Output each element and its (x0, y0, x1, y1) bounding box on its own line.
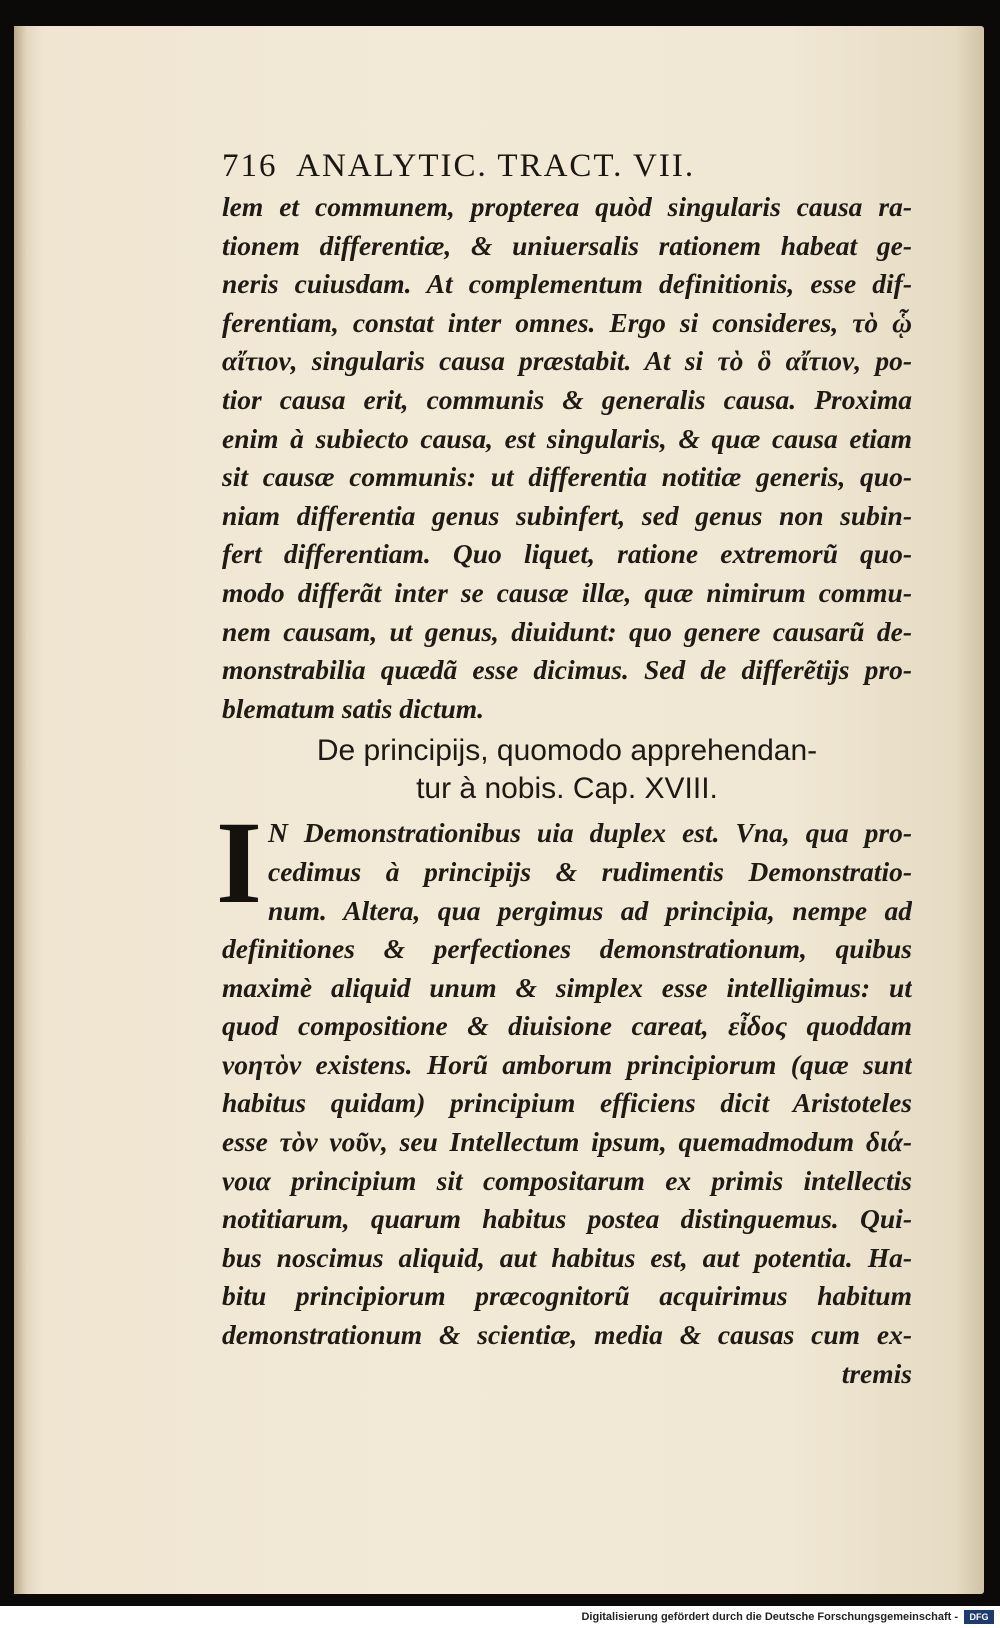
text-line: monstrabilia quædã esse dicimus. Sed de differẽtijs pro- (222, 654, 912, 686)
catchword: tremis (841, 1357, 912, 1389)
text-line: bitu principiorum præcognitorũ acquirimus habitum (222, 1280, 912, 1312)
text-line: notitiarum, quarum habitus postea distinguemus. Qui- (222, 1203, 912, 1235)
text-line: quod compositione & diuisione careat, εἶδος quoddam (222, 1010, 912, 1042)
text-line: bus noscimus aliquid, aut habitus est, aut potentia. Ha- (222, 1241, 912, 1273)
text-line: enim à subiecto causa, est singularis, & quæ causa etiam (222, 422, 912, 454)
chapter-heading-line: tur à nobis. Cap. XVIII. (416, 772, 718, 806)
text-line: num. Altera, qua pergimus ad principia, nempe ad (268, 894, 912, 926)
text-line: sit causæ communis: ut differentia notitiæ generis, quo- (222, 461, 912, 493)
text-line: νοητὸν existens. Horũ amborum principiorum (quæ sunt (222, 1048, 912, 1080)
text-line: N Demonstrationibus uia duplex est. Vna, qua pro- (268, 817, 912, 849)
text-line: tionem differentiæ, & uniuersalis rationem habeat ge- (222, 229, 912, 261)
text-line: maximè aliquid unum & simplex esse intelligimus: ut (222, 971, 912, 1003)
running-head: 716 ANALYTIC. TRACT. VII. (222, 148, 696, 184)
text-line: esse τὸν νοῦν, seu Intellectum ipsum, quemadmodum διά- (222, 1126, 912, 1158)
paragraph-2 (216, 797, 912, 1393)
digitization-footer: Digitalisierung gefördert durch die Deutsche Forschungsgemeinschaft - (0, 1606, 1000, 1628)
text-line: niam differentia genus subinfert, sed genus non subin- (222, 499, 912, 531)
drop-cap-initial: I (216, 797, 262, 929)
dfg-logo: DFG (964, 1610, 994, 1624)
text-line: tior causa erit, communis & generalis causa. Proxima (222, 383, 912, 415)
text-line: definitiones & perfectiones demonstrationum, quibus (222, 933, 912, 965)
text-line: ferentiam, constat inter omnes. Ergo si consideres, τὸ ᾧ (222, 306, 912, 338)
page-gutter-shadow (14, 26, 28, 1594)
text-line: cedimus à principijs & rudimentis Demonstratio- (268, 855, 912, 887)
text-line: lem et communem, propterea quòd singularis causa ra- (222, 191, 912, 222)
paragraph-1 (222, 188, 912, 728)
text-line: habitus quidam) principium efficiens dicit Aristoteles (222, 1087, 912, 1119)
text-line: modo differãt inter se causæ illæ, quæ nimirum commu- (222, 576, 912, 608)
chapter-heading (222, 732, 912, 808)
chapter-heading-line: De principijs, quomodo apprehendan- (316, 734, 818, 768)
text-line: nem causam, ut genus, diuidunt: quo genere causarũ de- (222, 615, 912, 647)
text-line: νοια principium sit compositarum ex primis intellectis (222, 1164, 912, 1196)
text-line: demonstrationum & scientiæ, media & causas cum ex- (222, 1319, 912, 1351)
text-line: fert differentiam. Quo liquet, ratione extremorũ quo- (222, 538, 912, 570)
text-line: blematum satis dictum. (222, 692, 485, 724)
text-block (216, 146, 912, 1436)
text-line: neris cuiusdam. At complementum definitionis, esse dif- (222, 268, 912, 300)
text-line: αἴτιον, singularis causa præstabit. At si τὸ ὃ αἴτιον, po- (222, 345, 912, 377)
